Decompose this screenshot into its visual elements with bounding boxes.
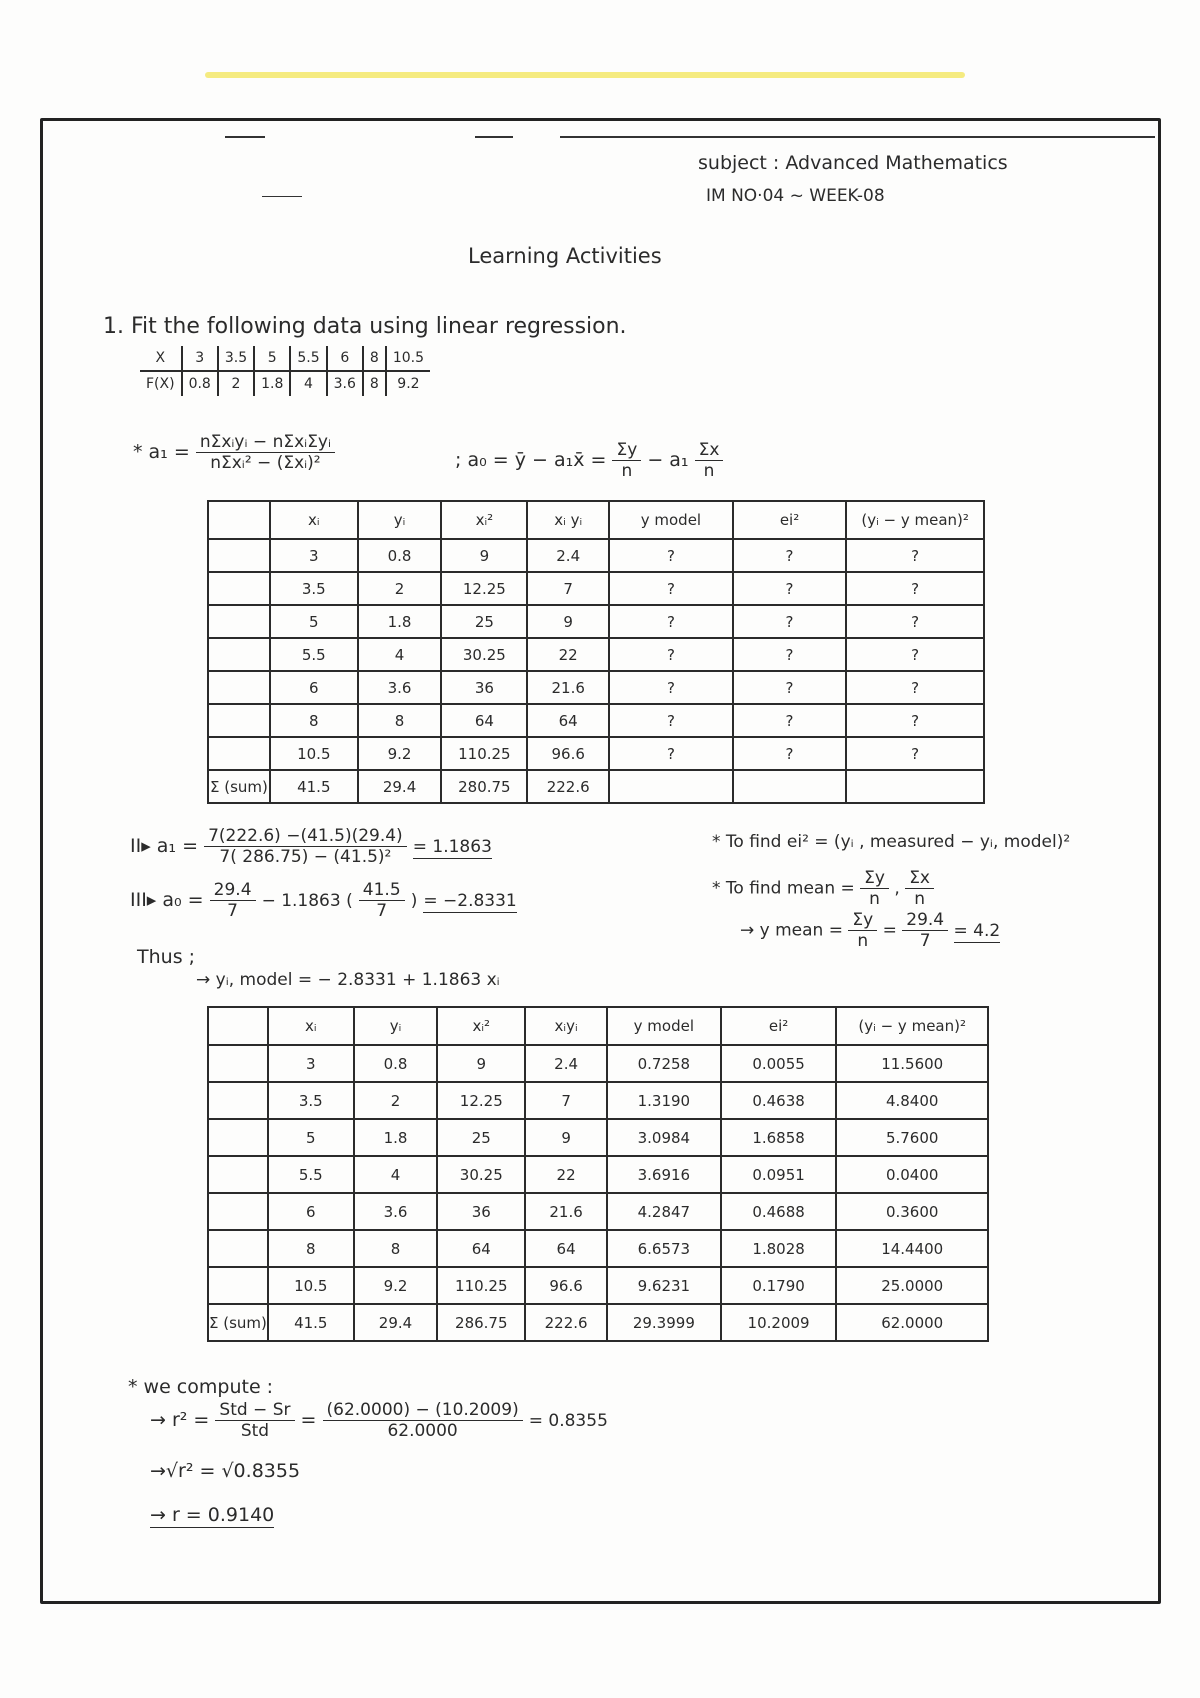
- column-header: [208, 1007, 268, 1045]
- table-cell: 41.5: [268, 1304, 354, 1341]
- x-value: 8: [363, 346, 386, 371]
- table-cell: 64: [525, 1230, 607, 1267]
- table-row: [208, 704, 984, 737]
- table-cell: 4.8400: [836, 1082, 988, 1119]
- question-text: 1. Fit the following data using linear regression.: [103, 314, 627, 339]
- fraction-numerator: 41.5: [359, 880, 405, 901]
- a0-prefix: ; a₀ = ȳ − a₁x̄ =: [455, 449, 607, 471]
- table-cell: ?: [733, 671, 847, 704]
- table-cell: ?: [609, 539, 733, 572]
- table-cell: 5: [268, 1119, 354, 1156]
- table-cell: [208, 671, 270, 704]
- table-cell: [208, 1230, 268, 1267]
- fraction-denominator: n: [869, 889, 880, 909]
- table-cell: ?: [846, 671, 984, 704]
- table-row: [208, 671, 984, 704]
- table-cell: ?: [733, 704, 847, 737]
- subject-line: subject : Advanced Mathematics: [698, 152, 1008, 174]
- x-value: 5.5: [290, 346, 326, 371]
- fraction-numerator: Σy: [848, 910, 877, 931]
- table-cell: [208, 1082, 268, 1119]
- a0-mid: − a₁: [647, 449, 689, 471]
- table-cell: ?: [846, 638, 984, 671]
- table-cell: 12.25: [437, 1082, 525, 1119]
- table-cell: ?: [609, 572, 733, 605]
- a0-calc-label: III▸ a₀ =: [130, 889, 204, 911]
- table-cell: 0.0951: [721, 1156, 837, 1193]
- table-header-row: [208, 501, 984, 539]
- column-header: xᵢ yᵢ: [527, 501, 609, 539]
- a0-result: = −2.8331: [423, 891, 517, 911]
- table-cell: 25: [441, 605, 527, 638]
- table-cell: ?: [733, 539, 847, 572]
- table-cell: 286.75: [437, 1304, 525, 1341]
- table-cell: 10.5: [270, 737, 358, 770]
- table-cell: 6: [270, 671, 358, 704]
- table-cell: 2: [358, 572, 442, 605]
- column-header: yᵢ: [354, 1007, 438, 1045]
- sqrt-line: →√r² = √0.8355: [150, 1460, 301, 1482]
- table-cell: 30.25: [437, 1156, 525, 1193]
- table-cell: 5.5: [270, 638, 358, 671]
- y-value: 0.8: [182, 371, 218, 396]
- table-cell: 6.6573: [607, 1230, 721, 1267]
- ei-note: * To find ei² = (yᵢ , measured − yᵢ, model)²: [712, 832, 1071, 852]
- table-cell: 3: [268, 1045, 354, 1082]
- table-cell: 0.0055: [721, 1045, 837, 1082]
- table-cell: 11.5600: [836, 1045, 988, 1082]
- x-value: 5: [254, 346, 290, 371]
- table-cell: 2.4: [527, 539, 609, 572]
- table-row: [208, 1082, 988, 1119]
- table-cell: 1.8: [354, 1119, 438, 1156]
- regression-table-blank: [207, 500, 985, 804]
- column-header: ei²: [733, 501, 847, 539]
- table-cell: 3.5: [268, 1082, 354, 1119]
- table-row: [208, 737, 984, 770]
- table-cell: 7: [527, 572, 609, 605]
- table-cell: 25.0000: [836, 1267, 988, 1304]
- a1-calc-fraction: [204, 826, 407, 867]
- table-cell: 30.25: [441, 638, 527, 671]
- y-label: F(X): [140, 371, 182, 396]
- fraction-denominator: n: [857, 931, 869, 951]
- table-header-row: [208, 1007, 988, 1045]
- equals: =: [882, 920, 897, 941]
- column-header: xᵢyᵢ: [525, 1007, 607, 1045]
- ymean-fraction: [902, 910, 948, 951]
- column-header: xᵢ: [268, 1007, 354, 1045]
- table-cell: 12.25: [441, 572, 527, 605]
- x-value: 3.5: [218, 346, 254, 371]
- fraction-numerator: Σx: [695, 440, 724, 461]
- ymean-calc: [740, 910, 1000, 951]
- a1-prefix: * a₁ =: [133, 441, 190, 463]
- table-cell: 280.75: [441, 770, 527, 803]
- y-value: 3.6: [327, 371, 363, 396]
- a1-calc-numerator: 7(222.6) −(41.5)(29.4): [204, 826, 407, 847]
- table-cell: [208, 638, 270, 671]
- table-cell: 41.5: [270, 770, 358, 803]
- table-cell: 0.1790: [721, 1267, 837, 1304]
- column-header: (yᵢ − y mean)²: [846, 501, 984, 539]
- table-cell: 10.2009: [721, 1304, 837, 1341]
- table-cell: [733, 770, 847, 803]
- table-cell: 1.3190: [607, 1082, 721, 1119]
- separator: ,: [894, 878, 900, 899]
- table-cell: 9.2: [358, 737, 442, 770]
- table-cell: 0.4688: [721, 1193, 837, 1230]
- table-row: [208, 1045, 988, 1082]
- table-cell: 10.5: [268, 1267, 354, 1304]
- table-cell: ?: [846, 605, 984, 638]
- table-cell: 29.4: [358, 770, 442, 803]
- fraction-numerator: Σx: [905, 868, 934, 889]
- table-cell: 5.7600: [836, 1119, 988, 1156]
- table-row: [208, 1193, 988, 1230]
- sum-y-over-n: [612, 440, 641, 481]
- regression-table-filled: [207, 1006, 989, 1342]
- table-row: [208, 1156, 988, 1193]
- table-cell: 110.25: [441, 737, 527, 770]
- table-cell: 0.0400: [836, 1156, 988, 1193]
- table-cell: 3.5: [270, 572, 358, 605]
- table-cell: [208, 704, 270, 737]
- fraction-numerator: Std − Sr: [215, 1400, 294, 1421]
- page-title: Learning Activities: [468, 244, 662, 268]
- a1-calc-denominator: 7( 286.75) − (41.5)²: [219, 847, 392, 867]
- table-cell: 8: [358, 704, 442, 737]
- table-cell: 62.0000: [836, 1304, 988, 1341]
- table-cell: 29.4: [354, 1304, 438, 1341]
- week-line: IM NO·04 ~ WEEK-08: [706, 186, 885, 206]
- table-row: [208, 1267, 988, 1304]
- x-label: X: [140, 346, 182, 371]
- sum-x-over-n: [695, 440, 724, 481]
- fraction-denominator: Std: [240, 1421, 270, 1441]
- table-cell: ?: [733, 737, 847, 770]
- table-cell: 8: [270, 704, 358, 737]
- a0-calculation: [130, 880, 517, 921]
- table-cell: 9: [441, 539, 527, 572]
- sum-y-over-n: [848, 910, 877, 951]
- r-squared-calc: [150, 1400, 608, 1441]
- table-cell: Σ (sum): [208, 770, 270, 803]
- table-row: [208, 638, 984, 671]
- table-cell: ?: [846, 704, 984, 737]
- column-header: (yᵢ − y mean)²: [836, 1007, 988, 1045]
- compute-heading: * we compute :: [128, 1376, 274, 1398]
- table-cell: 8: [268, 1230, 354, 1267]
- table-cell: 22: [525, 1156, 607, 1193]
- table-cell: 2.4: [525, 1045, 607, 1082]
- table-cell: 4: [358, 638, 442, 671]
- table-cell: 9: [527, 605, 609, 638]
- column-header: xᵢ²: [441, 501, 527, 539]
- x-value: 6: [327, 346, 363, 371]
- table-row: [208, 1230, 988, 1267]
- table-cell: Σ (sum): [208, 1304, 268, 1341]
- table-cell: ?: [609, 704, 733, 737]
- table-cell: 36: [441, 671, 527, 704]
- table-cell: ?: [609, 671, 733, 704]
- table-cell: [208, 737, 270, 770]
- table-cell: [208, 605, 270, 638]
- a0-calc-mid: − 1.1863 (: [261, 891, 353, 911]
- table-cell: 25: [437, 1119, 525, 1156]
- a1-calc-label: II▸ a₁ =: [130, 835, 199, 857]
- table-cell: 8: [354, 1230, 438, 1267]
- table-cell: ?: [609, 638, 733, 671]
- table-cell: [208, 1119, 268, 1156]
- fraction-denominator: 62.0000: [387, 1421, 458, 1441]
- table-cell: ?: [609, 605, 733, 638]
- fraction-denominator: n: [914, 889, 925, 909]
- mean-note-prefix: * To find mean =: [712, 878, 855, 899]
- table-cell: ?: [846, 737, 984, 770]
- fraction-denominator: 7: [227, 901, 238, 921]
- model-equation: → yᵢ, model = − 2.8331 + 1.1863 xᵢ: [196, 970, 500, 990]
- table-cell: 3.6916: [607, 1156, 721, 1193]
- table-cell: 9: [437, 1045, 525, 1082]
- fraction-numerator: 29.4: [902, 910, 948, 931]
- y-value: 2: [218, 371, 254, 396]
- a0-calc-end: ): [410, 891, 418, 911]
- column-header: yᵢ: [358, 501, 442, 539]
- column-header: [208, 501, 270, 539]
- table-cell: 4.2847: [607, 1193, 721, 1230]
- x-value: 10.5: [386, 346, 430, 371]
- table-cell: 22: [527, 638, 609, 671]
- sum-row: [208, 770, 984, 803]
- input-data-table: [140, 346, 430, 396]
- fraction-numerator: Σy: [612, 440, 641, 461]
- y-value: 4: [290, 371, 326, 396]
- table-cell: 21.6: [527, 671, 609, 704]
- table-cell: 1.8: [358, 605, 442, 638]
- table-cell: 14.4400: [836, 1230, 988, 1267]
- table-cell: 2: [354, 1082, 438, 1119]
- table-cell: [846, 770, 984, 803]
- table-cell: 0.3600: [836, 1193, 988, 1230]
- table-cell: 6: [268, 1193, 354, 1230]
- table-row: [208, 1119, 988, 1156]
- r2-result: = 0.8355: [528, 1411, 608, 1431]
- table-cell: ?: [609, 737, 733, 770]
- table-cell: 0.7258: [607, 1045, 721, 1082]
- table-cell: 0.8: [354, 1045, 438, 1082]
- fraction-numerator: Σy: [860, 868, 889, 889]
- table-cell: 96.6: [527, 737, 609, 770]
- sum-y-over-n: [860, 868, 889, 909]
- column-header: xᵢ: [270, 501, 358, 539]
- x-value: 3: [182, 346, 218, 371]
- table-cell: [208, 572, 270, 605]
- table-cell: 3.6: [354, 1193, 438, 1230]
- table-cell: 0.8: [358, 539, 442, 572]
- r2-label: → r² =: [150, 1409, 210, 1431]
- table-cell: [609, 770, 733, 803]
- a1-denominator: nΣxᵢ² − (Σxᵢ)²: [210, 453, 321, 473]
- a1-calculation: [130, 826, 492, 867]
- table-cell: 3.0984: [607, 1119, 721, 1156]
- table-row: [208, 539, 984, 572]
- mean-note: [712, 868, 934, 909]
- ymean-result: = 4.2: [953, 920, 1001, 941]
- table-cell: 7: [525, 1082, 607, 1119]
- r-result-line: → r = 0.9140: [150, 1504, 275, 1526]
- y-value: 9.2: [386, 371, 430, 396]
- table-cell: ?: [846, 572, 984, 605]
- highlighter-mark: [205, 72, 965, 78]
- table-cell: 21.6: [525, 1193, 607, 1230]
- table-cell: 1.6858: [721, 1119, 837, 1156]
- fraction-denominator: 7: [919, 931, 931, 951]
- ymean-prefix: → y mean =: [740, 920, 843, 941]
- r2-fraction: [215, 1400, 294, 1441]
- table-cell: [208, 1045, 268, 1082]
- equals: =: [300, 1409, 317, 1431]
- table-cell: 36: [437, 1193, 525, 1230]
- a0-formula: [455, 440, 723, 481]
- fraction-denominator: 7: [376, 901, 388, 921]
- table-cell: 64: [527, 704, 609, 737]
- sum-x-over-n: [905, 868, 934, 909]
- table-cell: 222.6: [527, 770, 609, 803]
- a0-calc-paren-fraction: [359, 880, 405, 921]
- table-cell: 4: [354, 1156, 438, 1193]
- column-header: xᵢ²: [437, 1007, 525, 1045]
- table-cell: 5.5: [268, 1156, 354, 1193]
- table-cell: 29.3999: [607, 1304, 721, 1341]
- fraction-denominator: n: [621, 461, 633, 481]
- table-cell: [208, 1193, 268, 1230]
- thus-label: Thus ;: [137, 946, 196, 968]
- table-cell: ?: [733, 605, 847, 638]
- table-row: [208, 572, 984, 605]
- column-header: ei²: [721, 1007, 837, 1045]
- table-cell: 0.4638: [721, 1082, 837, 1119]
- table-cell: 1.8028: [721, 1230, 837, 1267]
- column-header: y model: [609, 501, 733, 539]
- table-cell: ?: [733, 572, 847, 605]
- a1-result: = 1.1863: [412, 837, 492, 857]
- table-cell: [208, 1267, 268, 1304]
- table-cell: 9.2: [354, 1267, 438, 1304]
- table-cell: 64: [437, 1230, 525, 1267]
- table-cell: 9: [525, 1119, 607, 1156]
- a1-formula: [133, 432, 335, 473]
- table-cell: 110.25: [437, 1267, 525, 1304]
- table-cell: [208, 539, 270, 572]
- table-row: [208, 605, 984, 638]
- table-cell: ?: [733, 638, 847, 671]
- column-header: y model: [607, 1007, 721, 1045]
- sum-row: [208, 1304, 988, 1341]
- table-cell: 9.6231: [607, 1267, 721, 1304]
- table-cell: [208, 1156, 268, 1193]
- table-cell: 3.6: [358, 671, 442, 704]
- table-cell: 222.6: [525, 1304, 607, 1341]
- a1-fraction: [196, 432, 335, 473]
- fraction-numerator: (62.0000) − (10.2009): [323, 1400, 523, 1421]
- fraction-denominator: n: [703, 461, 715, 481]
- table-cell: ?: [846, 539, 984, 572]
- a0-calc-fraction: [210, 880, 256, 921]
- y-value: 1.8: [254, 371, 290, 396]
- table-cell: 5: [270, 605, 358, 638]
- y-value: 8: [363, 371, 386, 396]
- table-cell: 64: [441, 704, 527, 737]
- r2-value-fraction: [323, 1400, 523, 1441]
- table-cell: 96.6: [525, 1267, 607, 1304]
- fraction-numerator: 29.4: [210, 880, 256, 901]
- a1-numerator: nΣxᵢyᵢ − nΣxᵢΣyᵢ: [196, 432, 335, 453]
- table-cell: 3: [270, 539, 358, 572]
